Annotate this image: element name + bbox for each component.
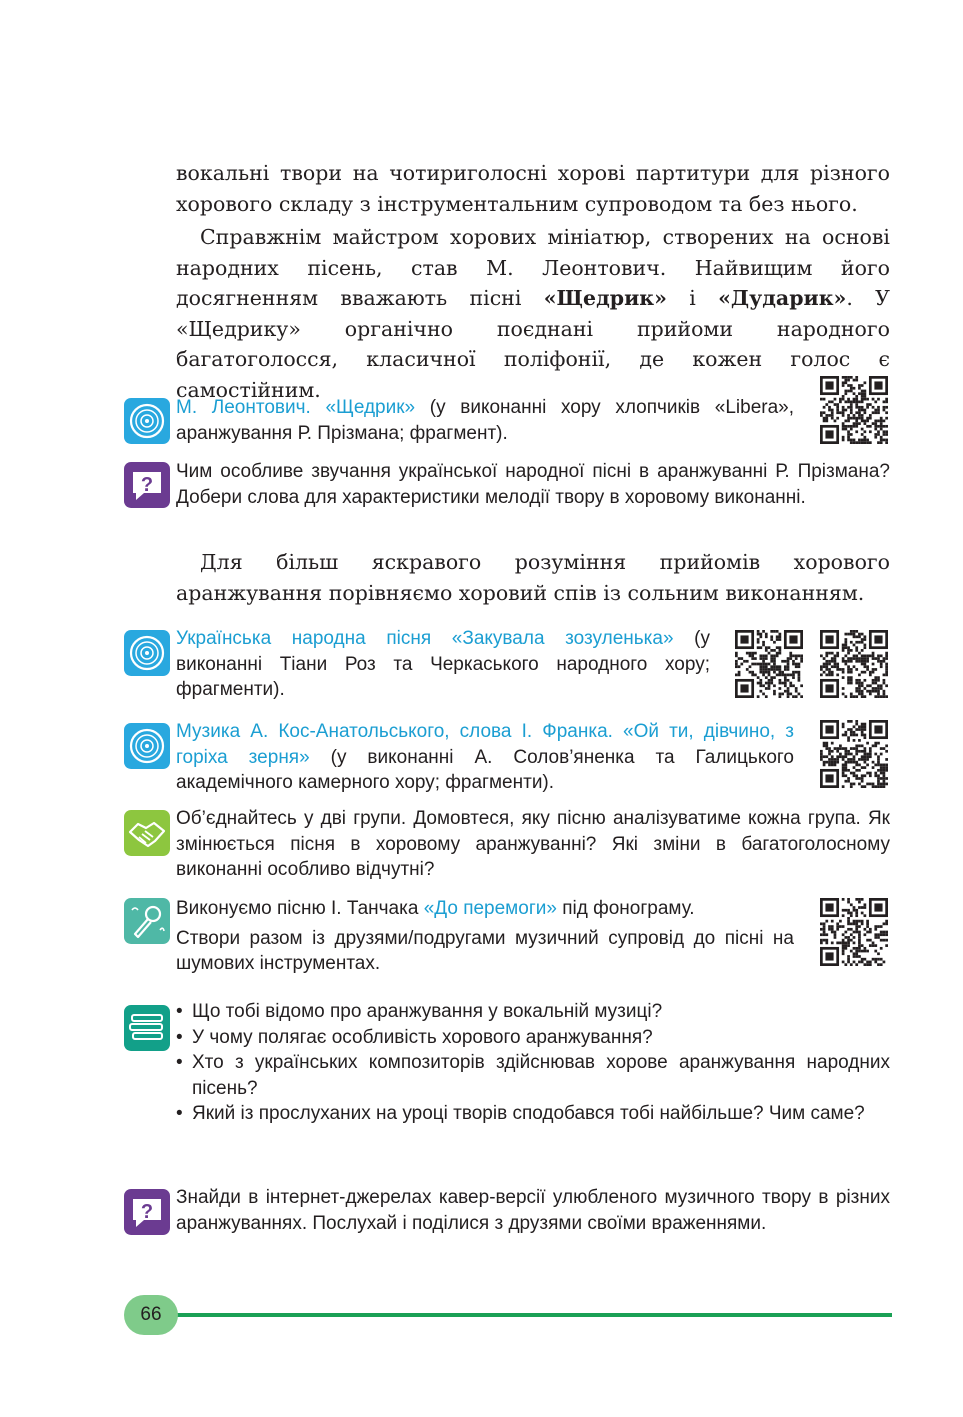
qr-code-icon[interactable] bbox=[820, 720, 888, 788]
qr-code-icon[interactable] bbox=[820, 898, 888, 966]
song-shchedryk: «Щедрик» bbox=[543, 286, 667, 310]
list-item: • Що тобі відомо про аранжування у вокальній музиці? bbox=[176, 999, 890, 1025]
list-item: • У чому полягає особливість хорового аранжування? bbox=[176, 1025, 890, 1051]
listen-oi-ty-divchyno: Музика А. Кос-Анатольського, слова І. Франка. «Ой ти, дівчино, з горіха зерня» (у виконанні А. Солов’яненка та Галицького академічного камерного хору; фрагменти). bbox=[176, 721, 794, 793]
page-number: 66 bbox=[140, 1304, 162, 1325]
paragraph-leontovych: Справжнім майстром хорових мініатюр, створених на основі народних пісень, став М. Леонтович. Найвищим його досягненням вважають пісні «Щедрик» і «Дударик». У «Щедрику» органічно поєднані прийоми народного багатоголосся, класичної поліфонії, де кожен голос є самостійним. bbox=[176, 225, 891, 402]
footer-line bbox=[164, 1313, 892, 1317]
song-dudaryk: «Дударик» bbox=[718, 286, 847, 310]
listen-disc-icon bbox=[124, 398, 170, 444]
review-questions bbox=[176, 999, 890, 1127]
listen-zakuvala: Українська народна пісня «Закувала зозуленька» (у виконанні Тіани Роз та Черкаського народного хору; фрагменти). bbox=[176, 628, 710, 700]
listen-disc-icon bbox=[124, 630, 170, 676]
song-do-peremohy[interactable]: «До перемоги» bbox=[423, 898, 557, 919]
handshake-icon bbox=[124, 810, 170, 856]
svg-text:?: ? bbox=[140, 1201, 154, 1223]
question-cover-versions: Знайди в інтернет-джерелах кавер-версії улюбленого музичного твору в різних аранжуваннях. Послухай і поділися з друзями своїми враженнями. bbox=[176, 1187, 890, 1234]
sing-task bbox=[176, 896, 794, 977]
qr-code-icon[interactable] bbox=[820, 376, 888, 444]
listen-title[interactable]: Українська народна пісня «Закувала зозуленька» bbox=[176, 628, 674, 649]
group-task: Об’єднайтесь у дві групи. Домовтеся, яку пісню аналізуватиме кожна група. Як змінюється пісня в хоровому аранжуванні? Які зміни в багатоголосному виконанні особливо відчутні? bbox=[176, 808, 890, 880]
question-icon bbox=[124, 1189, 170, 1235]
books-icon bbox=[124, 1005, 170, 1051]
paragraph-compare: Для більш яскравого розуміння прийомів хорового аранжування порівняємо хоровий спів із сольним виконанням. bbox=[176, 550, 890, 605]
qr-code-icon[interactable] bbox=[820, 630, 888, 698]
sing-line-1: Виконуємо пісню І. Танчака «До перемоги» під фонограму. bbox=[176, 898, 695, 919]
svg-text:?: ? bbox=[140, 474, 154, 496]
list-item: • Який із прослуханих на уроці творів сподобався тобі найбільше? Чим саме? bbox=[176, 1101, 890, 1127]
listen-title[interactable]: Музика А. Кос-Анатольського, слова І. Франка. «Ой ти, дівчино, з горіха зерня» bbox=[176, 721, 794, 768]
paragraph-intro: вокальні твори на чотириголосні хорові партитури для різного хорового складу з інструментальним супроводом та без нього. bbox=[176, 161, 890, 216]
listen-title[interactable]: М. Леонтович. «Щедрик» bbox=[176, 397, 416, 418]
listen-disc-icon bbox=[124, 723, 170, 769]
sing-line-2: Створи разом із друзями/подругами музичний супровід до пісні на шумових інструментах. bbox=[176, 927, 794, 974]
qr-code-icon[interactable] bbox=[735, 630, 803, 698]
microphone-icon bbox=[124, 898, 170, 944]
list-item: • Хто з українських композиторів здійснював хорове аранжування народних пісень? bbox=[176, 1050, 890, 1101]
listen-shchedryk: М. Леонтович. «Щедрик» (у виконанні хору хлопчиків «Libera», аранжування Р. Прізмана; фрагмент). bbox=[176, 397, 794, 444]
question-prizman: Чим особливе звучання української народної пісні в аранжуванні Р. Прізмана? Добери слова для характеристики мелодії твору в хоровому виконанні. bbox=[176, 461, 890, 508]
page-footer bbox=[124, 1295, 892, 1335]
question-icon bbox=[124, 462, 170, 508]
